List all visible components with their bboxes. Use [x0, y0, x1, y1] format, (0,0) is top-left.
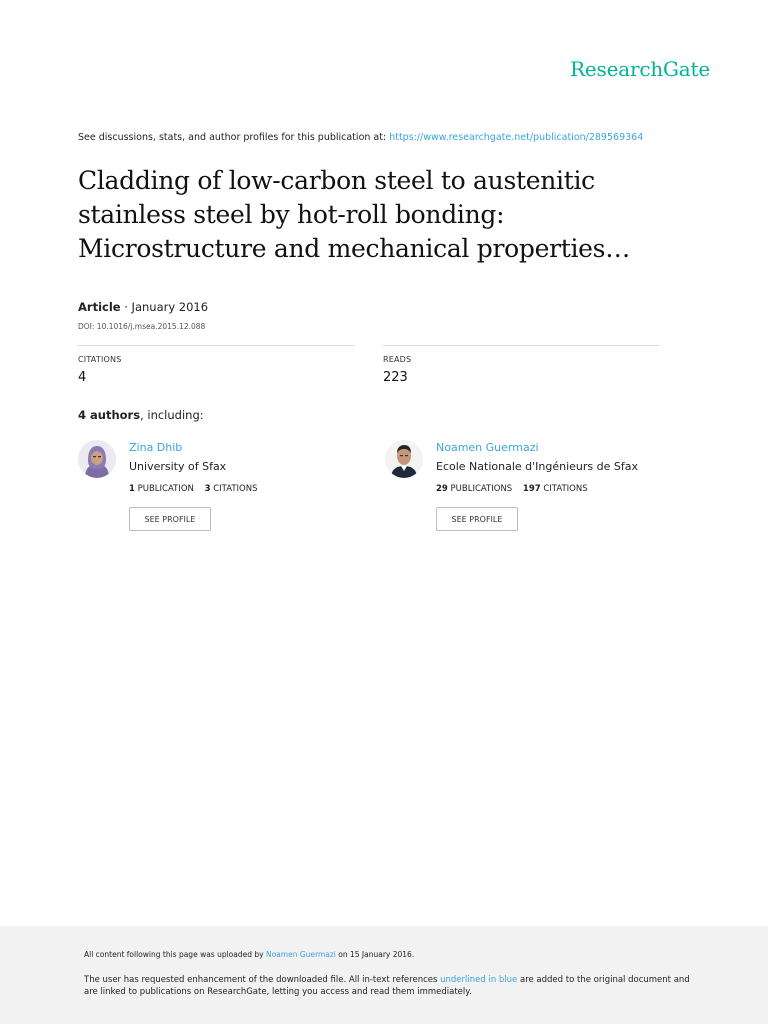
authors-count: 4 authors	[78, 408, 141, 422]
uploader-link[interactable]: Noamen Guermazi	[265, 950, 336, 959]
authors-including: , including:	[140, 408, 204, 422]
upload-prefix: All content following this page was uploaded by	[84, 950, 266, 959]
upload-suffix: on 15 January 2016.	[335, 950, 415, 959]
author-publications-label: PUBLICATION	[137, 484, 194, 494]
researchgate-logo[interactable]: ResearchGate	[570, 57, 710, 81]
author-avatar[interactable]	[385, 440, 423, 478]
publication-title: Cladding of low-carbon steel to austenitic stainless steel by hot-roll bonding: Microstructure and mechanical properties…	[78, 166, 630, 263]
enhancement-prefix: The user has requested enhancement of the downloaded file. All in-text references	[84, 975, 441, 985]
publication-url-link[interactable]: https://www.researchgate.net/publication/289569364	[389, 132, 644, 143]
author-institution: University of Sfax	[129, 460, 227, 473]
page-footer	[0, 926, 768, 1024]
author-avatar[interactable]	[78, 440, 116, 478]
author-stats	[436, 484, 588, 494]
publication-meta	[78, 300, 208, 314]
author-publications-label: PUBLICATIONS	[450, 484, 513, 494]
author-publications-count: 29	[436, 484, 448, 494]
publication-date: January 2016	[131, 300, 209, 314]
author-photo-icon	[385, 440, 423, 478]
author-photo-icon	[78, 440, 116, 478]
author-name-link[interactable]: Noamen Guermazi	[436, 441, 539, 454]
citations-label: CITATIONS	[78, 355, 122, 364]
author-citations-count: 197	[522, 484, 541, 494]
author-card	[78, 440, 378, 540]
upload-notice	[84, 950, 414, 959]
author-stats	[129, 484, 258, 494]
author-citations-count: 3	[204, 484, 211, 494]
author-citations-label: CITATIONS	[213, 484, 258, 494]
authors-heading	[78, 408, 204, 422]
author-name-link[interactable]: Zina Dhib	[129, 441, 183, 454]
publication-type: Article	[78, 300, 121, 314]
author-publications-count: 1	[129, 484, 135, 494]
citations-stat	[78, 345, 354, 385]
enhancement-suffix: are added to the original document and are linked to publications on ResearchGate, letting you access and read them immediately.	[84, 975, 690, 997]
reads-stat	[383, 345, 659, 385]
reads-value: 223	[383, 370, 408, 385]
reads-label: READS	[383, 355, 412, 364]
publication-doi: DOI: 10.1016/j.msea.2015.12.088	[78, 322, 206, 331]
author-card	[385, 440, 685, 540]
see-profile-button[interactable]: SEE PROFILE	[436, 507, 518, 531]
see-profile-button[interactable]: SEE PROFILE	[129, 507, 211, 531]
enhancement-notice	[84, 974, 694, 998]
citations-value: 4	[78, 370, 87, 385]
profile-discussion-line	[78, 132, 643, 143]
underlined-in-blue-link[interactable]: underlined in blue	[440, 975, 518, 985]
author-citations-label: CITATIONS	[543, 484, 588, 494]
meta-separator: ·	[120, 300, 132, 314]
author-institution: Ecole Nationale d'Ingénieurs de Sfax	[436, 460, 638, 473]
intro-text: See discussions, stats, and author profiles for this publication at:	[78, 132, 390, 143]
